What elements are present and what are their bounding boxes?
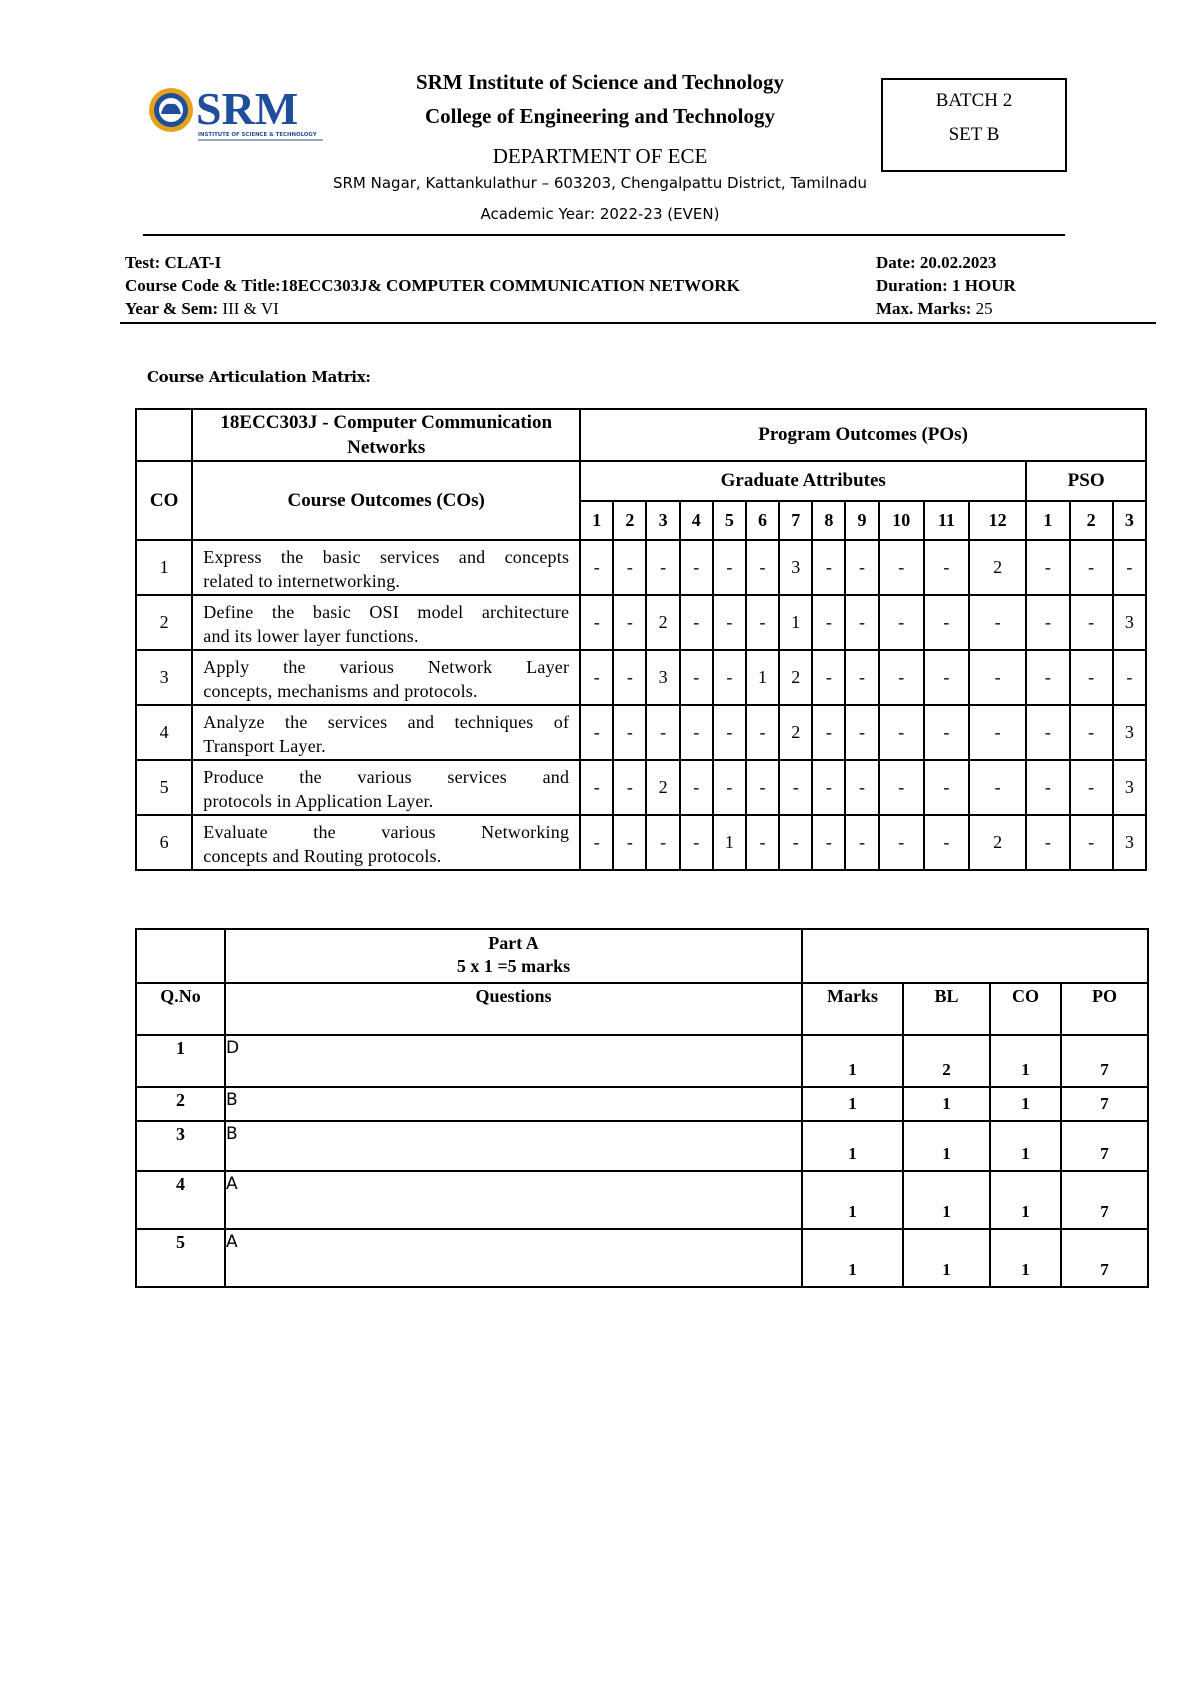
- po-mapping-cell: -: [713, 760, 746, 815]
- course-title-cell: 18ECC303J - Computer Communication Networks: [192, 409, 580, 461]
- po-mapping-cell: 2: [779, 650, 812, 705]
- po-mapping-cell: -: [680, 650, 713, 705]
- co-number: 5: [136, 760, 192, 815]
- po-mapping-cell: -: [779, 760, 812, 815]
- co-description-line-2: concepts, mechanisms and protocols.: [203, 680, 478, 701]
- po-mapping-cell: -: [812, 760, 845, 815]
- pso-number-header: 2: [1070, 501, 1113, 540]
- po-col-header: PO: [1061, 983, 1148, 1035]
- answer-key: A: [225, 1229, 802, 1287]
- po-mapping-cell: -: [580, 815, 613, 870]
- po-mapping-cell: -: [746, 760, 779, 815]
- co-description-line-1: Analyze the services and techniques of: [203, 711, 570, 732]
- po-mapping-cell: -: [845, 540, 878, 595]
- po-mapping-cell: -: [969, 595, 1026, 650]
- po-mapping-cell: -: [646, 815, 679, 870]
- po-mapping-cell: 2: [969, 540, 1026, 595]
- header-divider: [143, 234, 1065, 236]
- po-mapping-cell: -: [969, 705, 1026, 760]
- po-mapping-cell: -: [746, 705, 779, 760]
- po-mapping-cell: -: [879, 760, 924, 815]
- pso-number-header: 3: [1113, 501, 1146, 540]
- po-mapping-cell: -: [845, 650, 878, 705]
- po-mapping-cell: -: [969, 760, 1026, 815]
- pso-mapping-cell: -: [1070, 705, 1113, 760]
- po-mapping-cell: 1: [713, 815, 746, 870]
- max-marks-info: Max. Marks: 25: [876, 299, 993, 318]
- po-mapping-cell: -: [845, 595, 878, 650]
- svg-text:INSTITUTE OF SCIENCE & TECHNOL: INSTITUTE OF SCIENCE & TECHNOLOGY: [198, 132, 317, 138]
- pso-mapping-cell: 3: [1113, 815, 1146, 870]
- pso-number-header: 1: [1026, 501, 1069, 540]
- po-value: 7: [1061, 1035, 1148, 1087]
- po-number-header: 1: [580, 501, 613, 540]
- po-mapping-cell: -: [845, 705, 878, 760]
- po-mapping-cell: -: [845, 760, 878, 815]
- marks-value: 1: [802, 1171, 903, 1229]
- po-mapping-cell: -: [879, 815, 924, 870]
- co-row: [136, 540, 1146, 595]
- co-value: 1: [990, 1171, 1061, 1229]
- co-value: 1: [990, 1035, 1061, 1087]
- co-description-line-1: Define the basic OSI model architecture: [203, 601, 570, 622]
- co-description: [192, 650, 580, 705]
- answer-key: B: [225, 1121, 802, 1171]
- co-row: [136, 815, 1146, 870]
- po-mapping-cell: -: [746, 815, 779, 870]
- po-mapping-cell: -: [879, 705, 924, 760]
- co-number: 2: [136, 595, 192, 650]
- po-mapping-cell: -: [680, 760, 713, 815]
- co-number: 1: [136, 540, 192, 595]
- po-mapping-cell: -: [680, 705, 713, 760]
- institution-name: SRM Institute of Science and Technology: [415, 70, 785, 94]
- part-a-title: Part A: [488, 933, 539, 953]
- po-mapping-cell: -: [924, 760, 969, 815]
- po-mapping-cell: -: [746, 595, 779, 650]
- po-mapping-cell: -: [613, 540, 646, 595]
- pso-mapping-cell: 3: [1113, 760, 1146, 815]
- answer-key: A: [225, 1171, 802, 1229]
- co-value: 1: [990, 1087, 1061, 1121]
- marks-header: Marks: [802, 983, 903, 1035]
- pso-mapping-cell: -: [1026, 595, 1069, 650]
- pso-mapping-cell: -: [1026, 760, 1069, 815]
- answer-key: D: [225, 1035, 802, 1087]
- question-number: 1: [136, 1035, 225, 1087]
- co-description-line-2: protocols in Application Layer.: [203, 790, 434, 811]
- co-value: 1: [990, 1229, 1061, 1287]
- bl-header: BL: [903, 983, 990, 1035]
- co-description: [192, 595, 580, 650]
- po-mapping-cell: -: [812, 815, 845, 870]
- po-mapping-cell: -: [746, 540, 779, 595]
- po-mapping-cell: -: [812, 650, 845, 705]
- pso-header: PSO: [1026, 461, 1146, 501]
- po-mapping-cell: -: [969, 650, 1026, 705]
- part-a-row: [136, 1087, 1148, 1121]
- po-mapping-cell: -: [680, 595, 713, 650]
- date-info: Date: 20.02.2023: [876, 253, 997, 272]
- po-mapping-cell: -: [580, 595, 613, 650]
- po-mapping-cell: -: [812, 595, 845, 650]
- po-mapping-cell: -: [580, 650, 613, 705]
- co-number: 3: [136, 650, 192, 705]
- pso-mapping-cell: 3: [1113, 595, 1146, 650]
- duration-info: Duration: 1 HOUR: [876, 276, 1016, 295]
- question-number: 4: [136, 1171, 225, 1229]
- part-a-subtitle: 5 x 1 =5 marks: [456, 956, 571, 976]
- co-description-line-1: Produce the various services and: [203, 766, 570, 787]
- graduate-attributes-header: Graduate Attributes: [580, 461, 1026, 501]
- set-label: SET B: [948, 124, 1000, 145]
- part-a-row: [136, 1229, 1148, 1287]
- po-mapping-cell: -: [812, 705, 845, 760]
- po-mapping-cell: -: [613, 650, 646, 705]
- pso-mapping-cell: -: [1113, 650, 1146, 705]
- pso-mapping-cell: -: [1026, 705, 1069, 760]
- po-mapping-cell: -: [879, 540, 924, 595]
- academic-year: Academic Year: 2022-23 (EVEN): [480, 205, 720, 223]
- co-row: [136, 705, 1146, 760]
- bloom-level-value: 1: [903, 1171, 990, 1229]
- po-value: 7: [1061, 1121, 1148, 1171]
- pso-mapping-cell: -: [1026, 650, 1069, 705]
- po-mapping-cell: 1: [746, 650, 779, 705]
- po-number-header: 5: [713, 501, 746, 540]
- batch-set-box: [881, 78, 1067, 172]
- po-mapping-cell: -: [580, 760, 613, 815]
- po-mapping-cell: 2: [779, 705, 812, 760]
- pso-mapping-cell: -: [1070, 650, 1113, 705]
- po-mapping-cell: -: [779, 815, 812, 870]
- pso-mapping-cell: -: [1070, 760, 1113, 815]
- po-number-header: 4: [680, 501, 713, 540]
- po-number-header: 8: [812, 501, 845, 540]
- po-mapping-cell: -: [924, 650, 969, 705]
- po-number-header: 2: [613, 501, 646, 540]
- co-description-line-1: Express the basic services and concepts: [203, 546, 570, 567]
- part-a-row: [136, 1035, 1148, 1087]
- po-header: Program Outcomes (POs): [580, 409, 1146, 461]
- po-mapping-cell: -: [924, 815, 969, 870]
- po-mapping-cell: -: [680, 815, 713, 870]
- po-value: 7: [1061, 1171, 1148, 1229]
- po-mapping-cell: -: [924, 705, 969, 760]
- po-mapping-cell: -: [713, 705, 746, 760]
- po-mapping-cell: -: [713, 540, 746, 595]
- co-number: 6: [136, 815, 192, 870]
- marks-value: 1: [802, 1121, 903, 1171]
- part-a-heading: [225, 929, 802, 983]
- co-description: [192, 760, 580, 815]
- pso-mapping-cell: -: [1113, 540, 1146, 595]
- co-description: [192, 705, 580, 760]
- po-mapping-cell: -: [613, 815, 646, 870]
- co-row: [136, 760, 1146, 815]
- co-desc-header: Course Outcomes (COs): [192, 461, 580, 540]
- po-mapping-cell: 3: [646, 650, 679, 705]
- po-number-header: 7: [779, 501, 812, 540]
- po-mapping-cell: -: [613, 760, 646, 815]
- pso-mapping-cell: -: [1026, 815, 1069, 870]
- co-description-line-2: Transport Layer.: [203, 735, 326, 756]
- marks-value: 1: [802, 1087, 903, 1121]
- po-mapping-cell: -: [646, 540, 679, 595]
- po-mapping-cell: -: [580, 705, 613, 760]
- po-mapping-cell: -: [879, 595, 924, 650]
- co-col-header: CO: [990, 983, 1061, 1035]
- po-mapping-cell: -: [613, 595, 646, 650]
- pso-mapping-cell: -: [1026, 540, 1069, 595]
- question-number: 2: [136, 1087, 225, 1121]
- address: SRM Nagar, Kattankulathur – 603203, Chengalpattu District, Tamilnadu: [332, 174, 867, 192]
- qno-header: Q.No: [136, 983, 225, 1035]
- po-mapping-cell: 3: [779, 540, 812, 595]
- part-a-row: [136, 1121, 1148, 1171]
- po-mapping-cell: -: [924, 595, 969, 650]
- po-number-header: 9: [845, 501, 878, 540]
- po-mapping-cell: -: [680, 540, 713, 595]
- po-value: 7: [1061, 1229, 1148, 1287]
- course-articulation-label: Course Articulation Matrix:: [147, 368, 371, 386]
- part-a-answer-table: [135, 928, 1149, 1288]
- po-number-header: 6: [746, 501, 779, 540]
- co-description: [192, 540, 580, 595]
- batch-label: BATCH 2: [935, 90, 1013, 111]
- pso-mapping-cell: -: [1070, 595, 1113, 650]
- co-header: CO: [136, 461, 192, 540]
- answer-key: B: [225, 1087, 802, 1121]
- co-description-line-1: Evaluate the various Networking: [203, 821, 570, 842]
- po-number-header: 11: [924, 501, 969, 540]
- co-description-line-1: Apply the various Network Layer: [203, 656, 570, 677]
- pso-mapping-cell: 3: [1113, 705, 1146, 760]
- marks-value: 1: [802, 1229, 903, 1287]
- college-name: College of Engineering and Technology: [424, 104, 776, 128]
- course-info: Course Code & Title:18ECC303J& COMPUTER COMMUNICATION NETWORK: [125, 276, 740, 295]
- department-name: DEPARTMENT OF ECE: [492, 144, 708, 168]
- pso-mapping-cell: -: [1070, 815, 1113, 870]
- po-mapping-cell: -: [845, 815, 878, 870]
- svg-text:SRM: SRM: [196, 84, 299, 134]
- co-description-line-2: related to internetworking.: [203, 570, 401, 591]
- po-mapping-cell: 1: [779, 595, 812, 650]
- po-mapping-cell: -: [646, 705, 679, 760]
- po-mapping-cell: -: [713, 650, 746, 705]
- po-number-header: 12: [969, 501, 1026, 540]
- questions-header: Questions: [225, 983, 802, 1035]
- co-description-line-2: and its lower layer functions.: [203, 625, 419, 646]
- po-number-header: 10: [879, 501, 924, 540]
- po-mapping-cell: -: [613, 705, 646, 760]
- co-row: [136, 650, 1146, 705]
- co-description-line-2: concepts and Routing protocols.: [203, 845, 442, 866]
- bloom-level-value: 1: [903, 1121, 990, 1171]
- po-mapping-cell: -: [879, 650, 924, 705]
- po-mapping-cell: -: [812, 540, 845, 595]
- course-articulation-matrix: [135, 408, 1147, 871]
- part-a-row: [136, 1171, 1148, 1229]
- co-description: [192, 815, 580, 870]
- pso-mapping-cell: -: [1070, 540, 1113, 595]
- po-mapping-cell: -: [580, 540, 613, 595]
- bloom-level-value: 1: [903, 1087, 990, 1121]
- question-number: 3: [136, 1121, 225, 1171]
- po-mapping-cell: 2: [646, 595, 679, 650]
- co-row: [136, 595, 1146, 650]
- po-mapping-cell: -: [713, 595, 746, 650]
- year-sem-info: Year & Sem: III & VI: [125, 299, 279, 318]
- po-mapping-cell: -: [924, 540, 969, 595]
- question-number: 5: [136, 1229, 225, 1287]
- po-mapping-cell: 2: [969, 815, 1026, 870]
- co-number: 4: [136, 705, 192, 760]
- bloom-level-value: 1: [903, 1229, 990, 1287]
- po-mapping-cell: 2: [646, 760, 679, 815]
- info-divider: [120, 322, 1156, 324]
- po-number-header: 3: [646, 501, 679, 540]
- po-value: 7: [1061, 1087, 1148, 1121]
- test-info: Test: CLAT-I: [125, 253, 222, 272]
- bloom-level-value: 2: [903, 1035, 990, 1087]
- marks-value: 1: [802, 1035, 903, 1087]
- co-value: 1: [990, 1121, 1061, 1171]
